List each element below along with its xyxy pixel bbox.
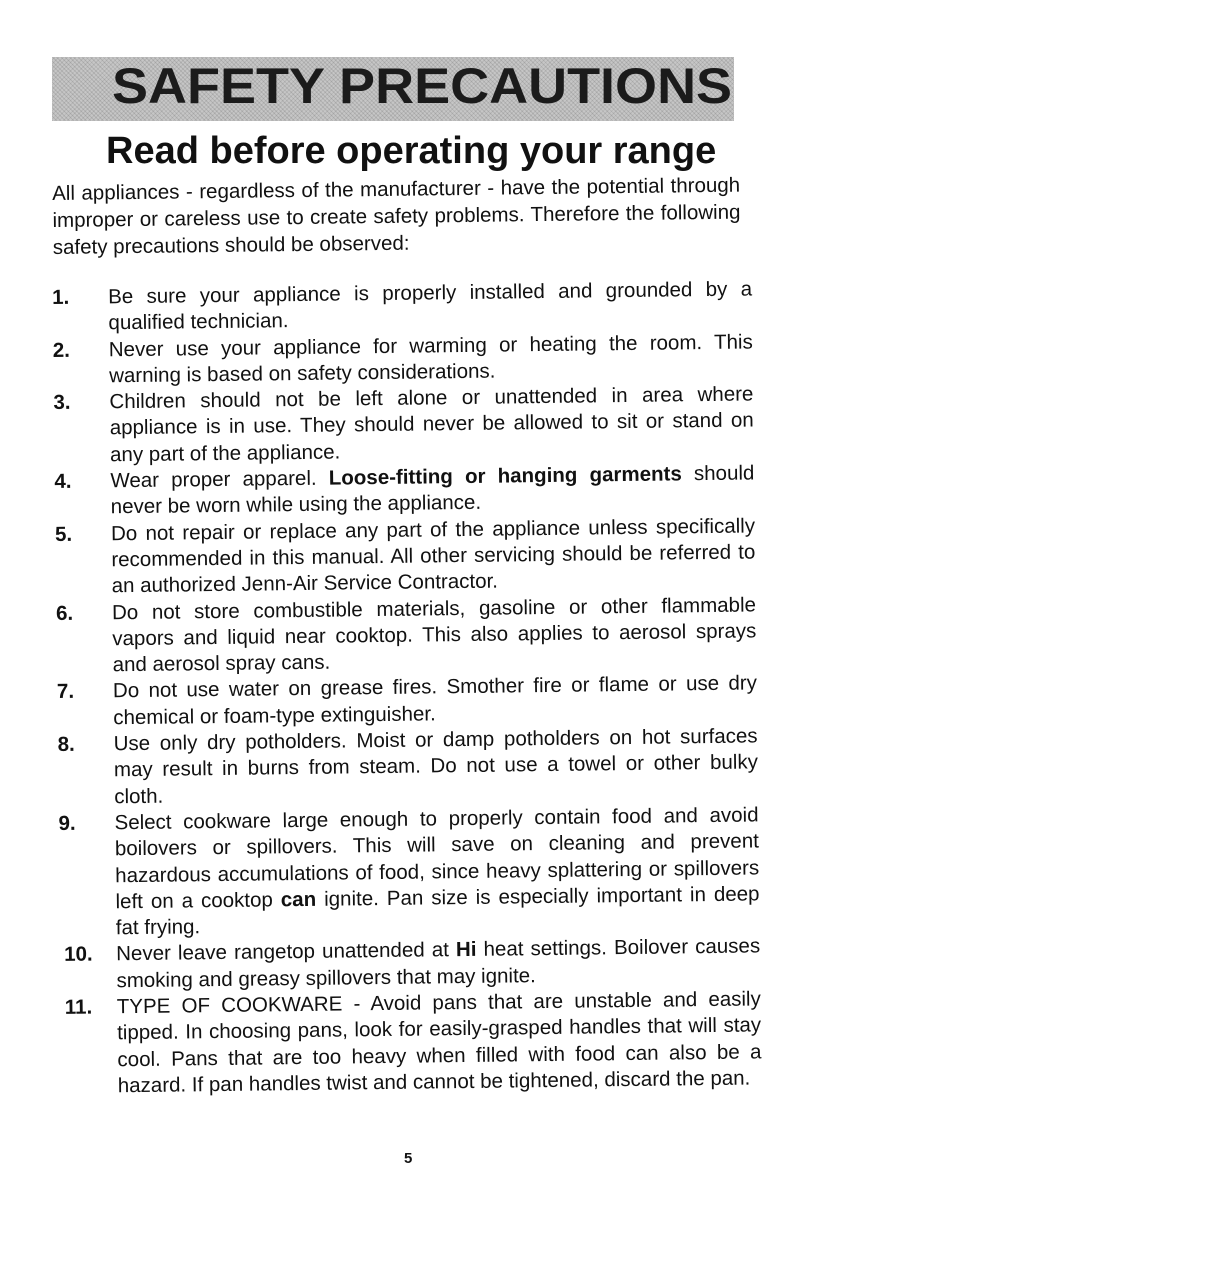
list-item bbox=[52, 276, 753, 337]
item-text: Never use your appliance for warming or heating the room. This warning is based on safety considerations. bbox=[108, 330, 753, 388]
item-text-pre: Never leave rangetop unattended at bbox=[116, 938, 457, 966]
item-number: 2. bbox=[52, 338, 71, 362]
item-text: Use only dry potholders. Moist or damp potholders on hot surfaces may result in burns from steam. Do not use a towel or other bulky cloth. bbox=[113, 724, 759, 808]
item-text bbox=[116, 935, 760, 992]
page-number: 5 bbox=[404, 1150, 413, 1167]
item-number: 4. bbox=[54, 469, 72, 494]
item-number: 5. bbox=[54, 522, 73, 546]
item-text-bold: can bbox=[280, 887, 317, 912]
item-text: TYPE OF COOKWARE - Avoid pans that are unstable and easily tipped. In choosing pans, look for easily-grasped handles that will stay cool. Pans that are too heavy when filled with food can also be a hazard. If pan handles twist and cannot be tightened, discard the pan. bbox=[116, 987, 762, 1098]
item-number: 3. bbox=[53, 390, 71, 415]
list-item bbox=[61, 986, 762, 1100]
page-subtitle: Read before operating your range bbox=[106, 130, 717, 172]
list-item bbox=[57, 671, 758, 732]
item-text bbox=[114, 803, 759, 939]
item-number: 6. bbox=[55, 601, 74, 625]
item-text-pre: Select cookware large enough to properly contain food and avoid boilovers or spillovers. This will save on cleaning and prevent hazardous accumulations of food, since heavy splattering or spillovers left on a cooktop bbox=[114, 803, 760, 914]
title-banner bbox=[52, 57, 734, 121]
list-item bbox=[53, 382, 754, 469]
item-text-post: heat settings. Boilover causes smoking and greasy spillovers that may ignite. bbox=[116, 934, 761, 992]
intro-paragraph: All appliances - regardless of the manufacturer - have the potential through improper or careless use to create safety problems. Therefore the following safety precautions should be observed: bbox=[52, 173, 741, 259]
item-text-post: should never be worn while using the appliance. bbox=[110, 461, 755, 519]
item-text: Do not use water on grease fires. Smother fire or flame or use dry chemical or foam-type extinguisher. bbox=[112, 671, 758, 730]
item-text: Do not store combustible materials, gasoline or other flammable vapors and liquid near cooktop. This also applies to aerosol sprays and aerosol spray cans. bbox=[111, 592, 757, 677]
item-number: 9. bbox=[58, 811, 76, 835]
list-item bbox=[53, 329, 754, 390]
item-number: 8. bbox=[57, 732, 75, 757]
item-text bbox=[110, 462, 754, 519]
item-text-bold: Loose-fitting or hanging garments bbox=[328, 462, 682, 490]
item-text: Children should not be left alone or unattended in area where appliance is in use. They should never be allowed to sit or stand on any part of the appliance. bbox=[109, 382, 754, 467]
list-item bbox=[56, 592, 757, 679]
page-title: SAFETY PRECAUTIONS bbox=[112, 59, 733, 115]
item-text-post: ignite. Pan size is especially important in deep fat frying. bbox=[115, 882, 760, 940]
list-item bbox=[54, 461, 755, 522]
item-number: 7. bbox=[56, 680, 75, 704]
item-number: 11. bbox=[64, 995, 93, 1019]
item-text: Do not repair or replace any part of the appliance unless specifically recommended in this manual. All other servicing should be referred to an authorized Jenn-Air Service Contractor. bbox=[110, 514, 756, 598]
list-item bbox=[58, 802, 760, 942]
list-item bbox=[55, 513, 756, 600]
precautions-list bbox=[52, 276, 762, 1100]
item-number: 10. bbox=[64, 942, 93, 967]
list-item bbox=[60, 934, 761, 995]
list-item bbox=[57, 723, 758, 810]
item-number: 1. bbox=[52, 285, 70, 309]
item-text-pre: Wear proper apparel. bbox=[110, 466, 329, 493]
item-text: Be sure your appliance is properly installed and grounded by a qualified technician. bbox=[108, 277, 753, 335]
item-text-bold: Hi bbox=[455, 938, 477, 962]
